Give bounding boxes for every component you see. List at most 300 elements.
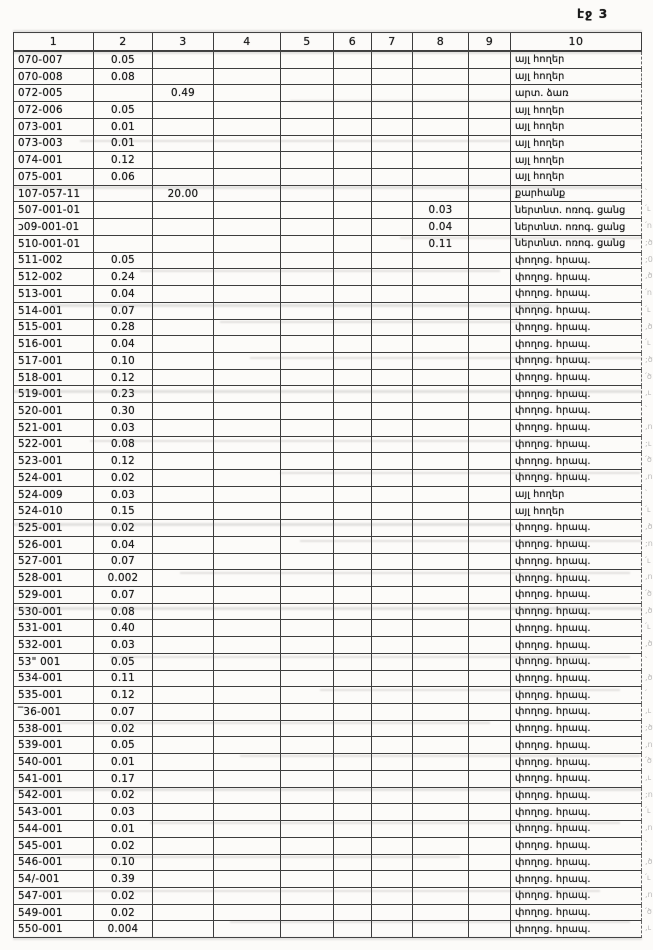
table-cell [153, 620, 214, 637]
table-cell [413, 921, 469, 938]
table-cell [281, 654, 334, 671]
table-cell [372, 269, 413, 286]
table-cell [469, 152, 511, 169]
table-cell [153, 219, 214, 236]
table-cell [153, 69, 214, 86]
table-cell [153, 754, 214, 771]
table-cell [469, 620, 511, 637]
table-cell [372, 437, 413, 454]
table-cell [281, 169, 334, 186]
table-cell [214, 152, 281, 169]
table-cell [153, 370, 214, 387]
table-cell [413, 169, 469, 186]
table-cell [281, 754, 334, 771]
table-cell: այլ հողեր [511, 69, 642, 86]
table-cell [334, 169, 372, 186]
table-cell [281, 537, 334, 554]
table-cell [281, 52, 334, 69]
table-cell [334, 838, 372, 855]
table-cell [153, 420, 214, 437]
column-header: 10 [511, 33, 642, 52]
table-cell [214, 520, 281, 537]
table-cell [281, 921, 334, 938]
table-cell [469, 336, 511, 353]
table-cell: 543-001 [14, 804, 94, 821]
table-cell: փողոց. հրապ. [511, 453, 642, 470]
table-cell: 0.40 [94, 620, 153, 637]
table-cell [153, 386, 214, 403]
table-cell [214, 453, 281, 470]
page-number-label: էջ 3 [577, 6, 609, 21]
table-cell: փողոց. հրապ. [511, 921, 642, 938]
table-cell: 544-001 [14, 821, 94, 838]
table-cell [469, 570, 511, 587]
table-cell [372, 253, 413, 270]
scan-artifact-mark: ՝ [645, 488, 647, 498]
table-cell [214, 136, 281, 153]
table-cell: 511-002 [14, 253, 94, 270]
table-cell: արտ. ձառ [511, 85, 642, 102]
table-cell [372, 721, 413, 738]
table-cell [372, 687, 413, 704]
table-cell [413, 52, 469, 69]
table-cell: այլ հողեր [511, 152, 642, 169]
column-header: 8 [413, 33, 469, 52]
table-cell: 0.03 [94, 420, 153, 437]
table-cell: փողոց. հրապ. [511, 687, 642, 704]
table-cell [469, 470, 511, 487]
table-cell [372, 286, 413, 303]
table-cell [153, 169, 214, 186]
table-cell [281, 303, 334, 320]
table-cell: 0.10 [94, 855, 153, 872]
table-cell [153, 336, 214, 353]
table-cell [469, 320, 511, 337]
scan-artifact-mark: ,ո [645, 472, 653, 481]
table-cell [469, 503, 511, 520]
table-cell [153, 737, 214, 754]
table-cell [94, 85, 153, 102]
scan-artifact-mark: ,ւ [645, 706, 652, 716]
table-cell [372, 169, 413, 186]
table-cell [334, 303, 372, 320]
table-cell: 529-001 [14, 587, 94, 604]
table-cell [214, 303, 281, 320]
table-cell [214, 236, 281, 253]
table-cell [372, 604, 413, 621]
table-cell [469, 637, 511, 654]
table-cell [281, 253, 334, 270]
table-cell [214, 687, 281, 704]
table-cell: 545-001 [14, 838, 94, 855]
table-cell [413, 186, 469, 203]
table-cell [334, 152, 372, 169]
scan-artifact-mark: ՛ծ [645, 756, 652, 766]
table-cell [372, 186, 413, 203]
table-cell: փողոց. հրապ. [511, 554, 642, 571]
table-cell [214, 754, 281, 771]
table-cell: փողոց. հրապ. [511, 570, 642, 587]
table-cell: 0.17 [94, 771, 153, 788]
table-cell [334, 119, 372, 136]
table-cell [153, 253, 214, 270]
table-cell [334, 236, 372, 253]
table-cell [334, 453, 372, 470]
table-cell [214, 202, 281, 219]
table-cell: 0.02 [94, 520, 153, 537]
table-cell [214, 888, 281, 905]
scan-artifact-mark: ;ծ [645, 237, 653, 247]
table-cell [153, 353, 214, 370]
table-cell [281, 788, 334, 805]
column-header: 2 [94, 33, 153, 52]
scan-artifact-mark: ;ծ [645, 354, 653, 364]
table-cell [469, 587, 511, 604]
table-cell: փողոց. հրապ. [511, 771, 642, 788]
table-cell: փողոց. հրապ. [511, 721, 642, 738]
table-cell [281, 202, 334, 219]
scan-artifact-mark: ՛ւ [645, 304, 651, 314]
table-cell [469, 704, 511, 721]
table-cell [469, 353, 511, 370]
table-cell: 073-001 [14, 119, 94, 136]
table-cell [214, 102, 281, 119]
table-cell [469, 671, 511, 688]
scan-artifact-mark: ;0 [645, 254, 653, 264]
table-cell [281, 437, 334, 454]
table-cell [214, 253, 281, 270]
table-cell [214, 838, 281, 855]
table-cell: փողոց. հրապ. [511, 804, 642, 821]
table-cell [214, 554, 281, 571]
table-cell [281, 704, 334, 721]
table-cell [469, 219, 511, 236]
table-cell [281, 219, 334, 236]
table-cell [281, 520, 334, 537]
table-cell [153, 403, 214, 420]
table-cell [214, 671, 281, 688]
table-cell [153, 671, 214, 688]
table-cell [153, 871, 214, 888]
table-cell [334, 821, 372, 838]
table-cell [334, 721, 372, 738]
table-cell: 530-001 [14, 604, 94, 621]
table-cell [372, 838, 413, 855]
table-cell [372, 420, 413, 437]
table-cell [413, 687, 469, 704]
table-cell: 516-001 [14, 336, 94, 353]
table-cell [469, 554, 511, 571]
table-cell [281, 236, 334, 253]
table-cell [214, 503, 281, 520]
table-cell [281, 687, 334, 704]
table-cell [413, 754, 469, 771]
scan-artifact-mark: ,ո [645, 823, 653, 833]
table-cell [469, 838, 511, 855]
table-cell [413, 269, 469, 286]
table-cell: 0.07 [94, 303, 153, 320]
table-cell: փողոց. հրապ. [511, 654, 642, 671]
table-cell [153, 269, 214, 286]
table-cell: 107-057-11 [14, 186, 94, 203]
table-cell: փողոց. հրապ. [511, 838, 642, 855]
table-cell [334, 437, 372, 454]
scan-artifact-mark: ,ծ [645, 672, 653, 682]
table-cell: այլ հողեր [511, 503, 642, 520]
table-cell: փողոց. հրապ. [511, 386, 642, 403]
table-cell [334, 554, 372, 571]
table-cell [281, 487, 334, 504]
table-cell: փողոց. հրապ. [511, 671, 642, 688]
table-cell [469, 85, 511, 102]
table-cell [153, 119, 214, 136]
table-cell: 514-001 [14, 303, 94, 320]
table-cell [413, 503, 469, 520]
table-cell: 513-001 [14, 286, 94, 303]
table-cell: 525-001 [14, 520, 94, 537]
scan-artifact-mark: ,ծ [645, 856, 653, 866]
table-cell: 0.08 [94, 69, 153, 86]
table-cell [334, 537, 372, 554]
table-cell: այլ հողեր [511, 102, 642, 119]
table-cell [153, 654, 214, 671]
table-cell [469, 604, 511, 621]
table-cell [372, 570, 413, 587]
table-cell [469, 520, 511, 537]
table-cell: 075-001 [14, 169, 94, 186]
table-cell: 521-001 [14, 420, 94, 437]
table-cell [372, 403, 413, 420]
table-cell [214, 771, 281, 788]
table-cell [153, 503, 214, 520]
table-cell [281, 136, 334, 153]
table-cell [413, 771, 469, 788]
table-cell: ɔ09-001-01 [14, 219, 94, 236]
table-cell: 0.30 [94, 403, 153, 420]
table-cell: 0.03 [413, 202, 469, 219]
table-cell [334, 370, 372, 387]
column-header: 6 [334, 33, 372, 52]
table-cell [214, 921, 281, 938]
table-cell [153, 905, 214, 922]
table-cell [281, 85, 334, 102]
table-cell [281, 470, 334, 487]
table-cell [334, 420, 372, 437]
table-cell [214, 353, 281, 370]
table-cell [372, 85, 413, 102]
table-cell: 0.05 [94, 253, 153, 270]
table-cell: փողոց. հրապ. [511, 888, 642, 905]
scan-artifact-mark: ;ծ [645, 722, 653, 732]
table-cell: ներտնտ. ոռոգ. ցանց [511, 219, 642, 236]
table-cell [334, 487, 372, 504]
table-cell: 0.002 [94, 570, 153, 587]
table-cell [413, 437, 469, 454]
table-cell [214, 320, 281, 337]
table-cell: 0.07 [94, 587, 153, 604]
table-cell [334, 804, 372, 821]
scan-artifact-mark: ՛ւ [645, 204, 651, 214]
column-header: 1 [14, 33, 94, 52]
table-cell [413, 336, 469, 353]
table-cell: 534-001 [14, 671, 94, 688]
table-cell [153, 453, 214, 470]
table-cell [334, 570, 372, 587]
table-cell [469, 654, 511, 671]
table-cell [153, 470, 214, 487]
table-cell: փողոց. հրապ. [511, 737, 642, 754]
table-cell [469, 754, 511, 771]
table-cell [214, 654, 281, 671]
table-cell [413, 453, 469, 470]
land-parcel-table [13, 32, 642, 938]
table-cell [214, 186, 281, 203]
table-cell [372, 855, 413, 872]
table-cell: 0.02 [94, 721, 153, 738]
column-header: 9 [469, 33, 511, 52]
table-cell [334, 905, 372, 922]
table-cell: այլ հողեր [511, 119, 642, 136]
table-cell: փողոց. հրապ. [511, 370, 642, 387]
table-cell [372, 905, 413, 922]
table-cell: 0.03 [94, 487, 153, 504]
table-cell [281, 905, 334, 922]
table-cell [469, 537, 511, 554]
table-cell [413, 102, 469, 119]
table-cell: 0.02 [94, 888, 153, 905]
table-cell: 0.02 [94, 838, 153, 855]
table-cell [469, 888, 511, 905]
table-cell [469, 186, 511, 203]
table-cell: 0.07 [94, 704, 153, 721]
table-cell [413, 420, 469, 437]
table-cell [281, 888, 334, 905]
table-cell [469, 119, 511, 136]
table-cell: փողոց. հրապ. [511, 905, 642, 922]
table-cell [153, 604, 214, 621]
table-cell [334, 654, 372, 671]
table-cell: փողոց. հրապ. [511, 437, 642, 454]
table-cell [281, 286, 334, 303]
table-cell [413, 320, 469, 337]
table-cell [334, 269, 372, 286]
scan-artifact-mark: ՝ [645, 839, 647, 849]
table-cell: 073-003 [14, 136, 94, 153]
table-cell [281, 370, 334, 387]
table-cell: 072-005 [14, 85, 94, 102]
table-cell: 0.08 [94, 604, 153, 621]
table-cell [413, 855, 469, 872]
table-cell [281, 604, 334, 621]
table-cell [281, 587, 334, 604]
table-cell [334, 403, 372, 420]
table-cell [413, 637, 469, 654]
table-cell [413, 737, 469, 754]
table-cell [153, 704, 214, 721]
table-cell [153, 821, 214, 838]
table-cell [214, 871, 281, 888]
table-cell [413, 69, 469, 86]
table-cell [372, 554, 413, 571]
table-cell: 546-001 [14, 855, 94, 872]
column-header: 3 [153, 33, 214, 52]
scan-artifact-mark: ՛ւ [645, 622, 651, 632]
table-cell [214, 286, 281, 303]
scan-artifact-mark: ,ւ [645, 923, 652, 933]
table-cell [469, 69, 511, 86]
table-cell [153, 320, 214, 337]
scan-artifact-mark: ,ո [645, 890, 653, 899]
scan-artifact-mark: ՝ [645, 405, 647, 415]
table-cell [469, 687, 511, 704]
table-cell [281, 871, 334, 888]
column-header: 5 [281, 33, 334, 52]
table-cell: 542-001 [14, 788, 94, 805]
table-cell [372, 821, 413, 838]
table-cell [413, 370, 469, 387]
table-cell: այլ հողեր [511, 136, 642, 153]
table-cell [469, 236, 511, 253]
table-cell [281, 737, 334, 754]
table-cell [281, 453, 334, 470]
table-cell: փողոց. հրապ. [511, 269, 642, 286]
table-cell: 531-001 [14, 620, 94, 637]
table-cell [372, 620, 413, 637]
table-cell [469, 905, 511, 922]
table-cell [372, 671, 413, 688]
table-cell [372, 453, 413, 470]
table-cell: 0.28 [94, 320, 153, 337]
table-cell [94, 219, 153, 236]
table-cell [153, 152, 214, 169]
table-cell [281, 320, 334, 337]
table-cell [334, 921, 372, 938]
table-cell [413, 888, 469, 905]
table-cell [153, 570, 214, 587]
scan-artifact-mark: ;ո [645, 789, 653, 799]
table-cell [469, 370, 511, 387]
table-cell [334, 136, 372, 153]
scan-artifact-mark: ,ծ [645, 321, 653, 331]
table-cell [372, 587, 413, 604]
table-cell [334, 687, 372, 704]
table-cell [334, 52, 372, 69]
table-cell [372, 386, 413, 403]
table-cell [413, 704, 469, 721]
table-cell: 0.11 [413, 236, 469, 253]
table-cell [281, 821, 334, 838]
table-cell: 20.00 [153, 186, 214, 203]
table-cell: 0.004 [94, 921, 153, 938]
table-cell [334, 253, 372, 270]
table-cell [334, 219, 372, 236]
table-cell: 070-008 [14, 69, 94, 86]
scan-artifact-mark: ;ո [645, 538, 653, 548]
scan-artifact-mark: ՛ւ [645, 806, 651, 816]
table-cell [334, 704, 372, 721]
table-cell [413, 303, 469, 320]
scan-artifact-mark: ,ւ [645, 388, 652, 398]
table-cell: փողոց. հրապ. [511, 403, 642, 420]
table-cell: փողոց. հրապ. [511, 537, 642, 554]
table-cell: փողոց. հրապ. [511, 336, 642, 353]
table-cell: 535-001 [14, 687, 94, 704]
table-cell: 522-001 [14, 437, 94, 454]
table-cell [372, 704, 413, 721]
table-cell: 550-001 [14, 921, 94, 938]
table-cell [372, 503, 413, 520]
table-cell: 512-002 [14, 269, 94, 286]
